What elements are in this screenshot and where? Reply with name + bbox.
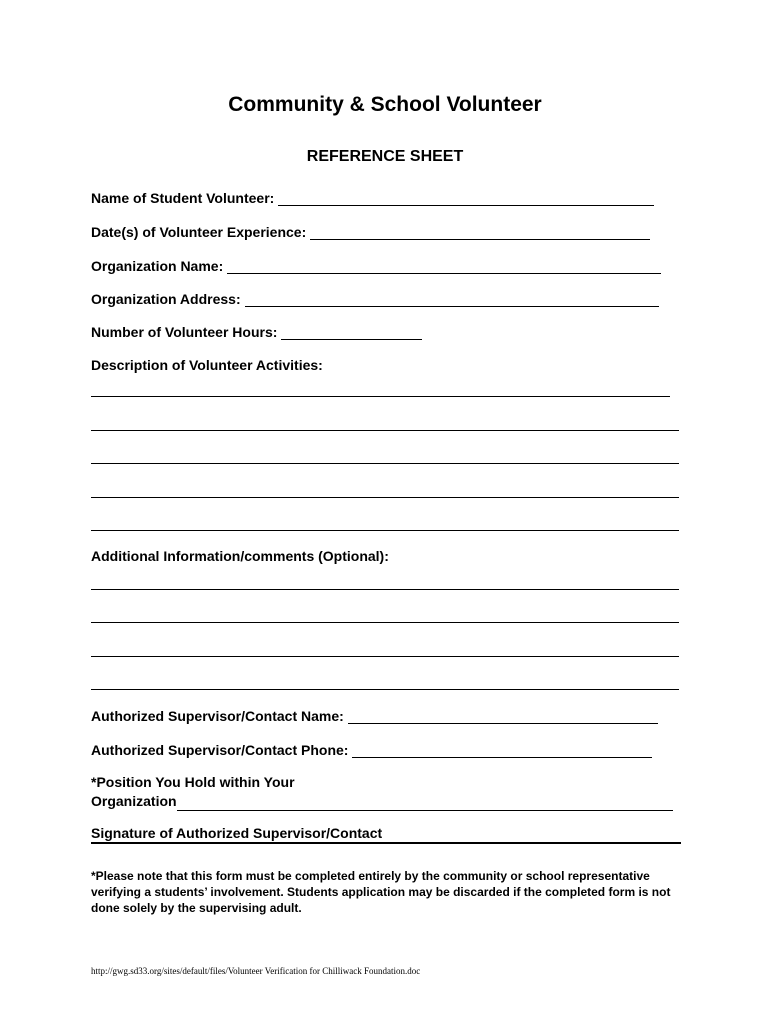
hours-label: Number of Volunteer Hours: <box>91 324 278 340</box>
description-line-1[interactable] <box>91 396 670 397</box>
additional-line-3[interactable] <box>91 656 679 657</box>
org-name-line[interactable] <box>227 259 661 274</box>
completion-note: *Please note that this form must be completed entirely by the community or school representative verifying a students’ involvement. Students application may be discarded if the completed form is not done solely by the supervising adult. <box>91 869 671 915</box>
description-line-4[interactable] <box>91 497 679 498</box>
org-address-field[interactable] <box>91 289 659 307</box>
student-name-label: Name of Student Volunteer: <box>91 190 275 206</box>
dates-line[interactable] <box>310 225 650 240</box>
supervisor-name-line[interactable] <box>348 709 658 724</box>
description-line-3[interactable] <box>91 463 679 464</box>
supervisor-phone-field[interactable] <box>91 740 652 758</box>
signature-field[interactable] <box>91 825 681 844</box>
student-name-line[interactable] <box>278 191 654 206</box>
page-title: Community & School Volunteer <box>228 93 542 116</box>
supervisor-phone-label: Authorized Supervisor/Contact Phone: <box>91 742 349 758</box>
additional-line-1[interactable] <box>91 589 679 590</box>
position-line[interactable] <box>177 796 673 811</box>
additional-info-label: Additional Information/comments (Optional): <box>91 548 389 564</box>
additional-line-4[interactable] <box>91 689 679 690</box>
footer-file-path: http://gwg.sd33.org/sites/default/files/Volunteer Verification for Chilliwack Foundation.doc <box>91 966 421 976</box>
position-label-line1: *Position You Hold within Your <box>91 774 295 790</box>
position-field[interactable] <box>91 773 673 811</box>
hours-line[interactable] <box>281 325 422 340</box>
description-label: Description of Volunteer Activities: <box>91 357 323 373</box>
position-label-line2: Organization <box>91 793 177 809</box>
org-name-field[interactable] <box>91 256 661 274</box>
org-address-label: Organization Address: <box>91 291 241 307</box>
description-line-5[interactable] <box>91 530 679 531</box>
description-line-2[interactable] <box>91 430 679 431</box>
supervisor-phone-line[interactable] <box>352 743 652 758</box>
hours-field[interactable] <box>91 322 422 340</box>
org-name-label: Organization Name: <box>91 258 224 274</box>
additional-line-2[interactable] <box>91 622 679 623</box>
page-subtitle: REFERENCE SHEET <box>306 148 464 165</box>
dates-label: Date(s) of Volunteer Experience: <box>91 224 307 240</box>
dates-field[interactable] <box>91 222 650 240</box>
signature-label: Signature of Authorized Supervisor/Contact <box>91 825 383 841</box>
org-address-line[interactable] <box>245 292 659 307</box>
student-name-field[interactable] <box>91 188 654 206</box>
supervisor-name-label: Authorized Supervisor/Contact Name: <box>91 708 344 724</box>
supervisor-name-field[interactable] <box>91 706 658 724</box>
